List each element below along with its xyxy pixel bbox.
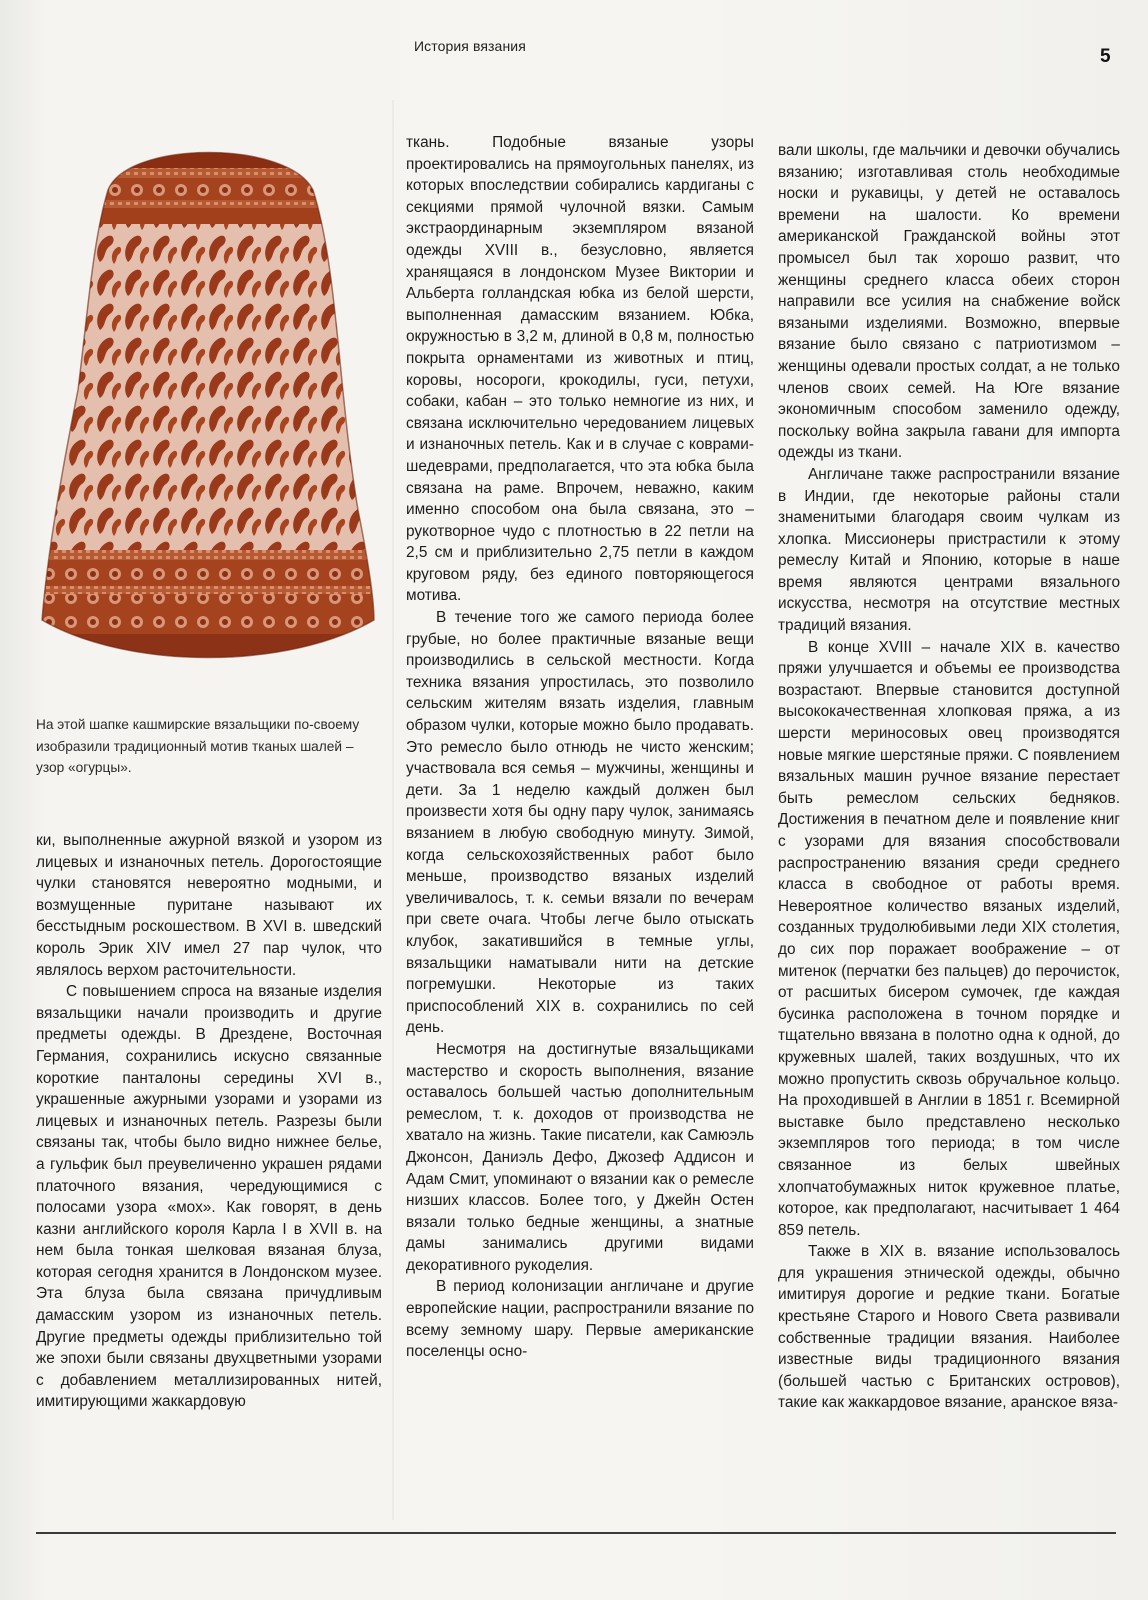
knitted-hat-illustration — [38, 130, 388, 680]
text-column-middle — [406, 132, 754, 1363]
text-column-right — [778, 140, 1120, 1414]
paragraph: Также в XIX в. вязание использовалось для украшения этнической одежды, обычно имитируя дорогие и редкие ткани. Богатые крестьяне Старого и Нового Света развивали собственные традиции вязания. Наиболее известные виды традиционного вязания (большей частью с Британских островов), такие как жаккардовое вязание, аранское вяза- — [778, 1243, 1120, 1412]
paragraph: В период колонизации англичане и другие европейские нации, распространили вязание по всему земному шару. Первые американские поселенцы осно- — [406, 1278, 754, 1361]
figure-caption: На этой шапке кашмирские вязальщики по-своему изобразили традиционный мотив тканых шалей – узор «огурцы». — [36, 717, 360, 775]
paragraph: ткань. Подобные вязаные узоры проектировались на прямоугольных панелях, из которых впоследствии собирались кардиганы с секциями прямой чулочной вязки. Самым экстраординарным экземпляром вязаной одежды XVIII в., безусловно, является хранящаяся в лондонском Музее Виктории и Альберта голландская юбка из белой шерсти, выполненная дамасским вязанием. Юбка, окружностью в 3,2 м, длиной в 0,8 м, полностью покрыта орнаментами из животных и птиц, коровы, носороги, крокодилы, гуси, петухи, собаки, кабан – это только немногие из них, и связана исключительно чередованием лицевых и изнаночных петель. Как и в случае с коврами-шедеврами, предполагается, что эта юбка была связана на раме. Впрочем, неважно, каким именно способом она была связана, это – рукотворное чудо с плотностью в 22 петли на 2,5 см и приблизительно 2,75 петли в каждом круговом ряду, без единого повторяющегося мотива. — [406, 134, 754, 605]
paragraph: вали школы, где мальчики и девочки обучались вязанию; изготавливая столь необходимые носки и рукавицы, у детей не оставалось времени на шалости. Ко времени американской Гражданской войны этот промысел был так хорошо развит, что женщины среднего класса обеих сторон направили все усилия на снабжение войск вязаными изделиями. Возможно, впервые вязание было связано с патриотизмом – женщины одевали простых солдат, а не только членов своих семей. На Юге вязание экономичным способом заменило одежду, поскольку война закрыла гавани для импорта одежды из ткани. — [778, 142, 1120, 462]
footer-rule — [36, 1532, 1116, 1534]
running-title: История вязания — [414, 38, 526, 54]
paragraph: ки, выполненные ажурной вязкой и узором из лицевых и изнаночных петель. Дорогостоящие чулки становятся невероятно модными, и возмущенные пуритане называют их бесстыдным роскошеством. В XVI в. шведский король Эрик XIV имел 27 пар чулок, что являлось верхом расточительности. — [36, 832, 382, 979]
paragraph: Несмотря на достигнутые вязальщиками мастерство и скорость выполнения, вязание оставалось большей частью дополнительным ремеслом, т. к. доходов от производства не хватало на жизнь. Такие писатели, как Самюэль Джонсон, Даниэль Дефо, Джозеф Аддисон и Адам Смит, упоминают о вязании как о ремесле низших классов. Более того, у Джейн Остен вязали только бедные женщины, а знатные дамы занимались другими видами декоративного рукоделия. — [406, 1040, 754, 1274]
page-number: 5 — [1100, 46, 1111, 67]
paragraph: В течение того же самого периода более грубые, но более практичные вязаные вещи производились в сельской местности. Когда техника вязания упростилась, это позволило сельским жителям вязать изделия, главным образом чулки, которые можно было продавать. Это ремесло было отнюдь не чисто женским; участвовала вся семья – мужчины, женщины и дети. За 1 неделю каждый должен был произвести хотя бы одну пару чулок, занимаясь вязанием в любую свободную минуту. Зимой, когда сельскохозяйственных работ было меньше, производство вязаных изделий увеличивалось, т. к. семьи вязали по вечерам при свете очага. Чтобы легче было отыскать клубок, закатившийся в темные углы, вязальщики наматывали нити на детские погремушки. Некоторые из таких приспособлений XIX в. сохранились по сей день. — [406, 609, 754, 1037]
column-gutter — [392, 100, 394, 1520]
paragraph: С повышением спроса на вязаные изделия вязальщики начали производить и другие предметы одежды. В Дрездене, Восточная Германия, сохранились искусно связанные короткие панталоны середины XVI в., украшенные ажурными узорами и узорами из лицевых и изнаночных петель. Разрезы были связаны так, чтобы было видно нижнее белье, а гульфик был преувеличенно украшен рядами платочного вязания, чередующимися с полосами узора «мох». Как говорят, в день казни английского короля Карла I в XVII в. на нем была тонкая шелковая вязаная блуза, которая сегодня хранится в Лондонском музее. Эта блуза была связана причудливым дамасским узором из изнаночных петель. Другие предметы одежды приблизительно той же эпохи были связаны двухцветными узорами с добавлением металлизированных нитей, имитирующими жаккардовую — [36, 983, 382, 1411]
text-column-left — [36, 830, 382, 1413]
paragraph: Англичане также распространили вязание в Индии, где некоторые районы стали знаменитыми благодаря своим чулкам из хлопка. Миссионеры пристрастили к этому ремеслу Китай и Японию, которые в наше время являются центрами вязального искусства, несмотря на отсутствие местных традиций вязания. — [778, 465, 1120, 635]
paragraph: В конце XVIII – начале XIX в. качество пряжи улучшается и объемы ее производства возрастают. Впервые становится доступной высококачественная хлопковая пряжа, а из шерсти мериносовых овец производятся новые мягкие шерстяные пряжи. С появлением вязальных машин ручное вязание перестает быть ремеслом сельских бедняков. Достижения в печатном деле и появление книг с узорами для вязания способствовали распространению вязания среди среднего класса в свободное от работы время. Невероятное количество вязаных изделий, созданных трудолюбивыми леди XIX столетия, до сих пор поражает воображение – от митенок (перчатки без пальцев) до перочисток, от расшитых бисером сумочек, где каждая бусинка расположена в точном порядке и тщательно ввязана в полотно одна к одной, до кружевных шалей, таких воздушных, что их можно пропустить сквозь обручальное кольцо. На проходившей в Англии в 1851 г. Всемирной выставке было представлено несколько экземпляров того периода; в том числе связанное из белых швейных хлопчатобумажных ниток кружевное платье, которое, как предполагают, насчитывает 1 464 859 петель. — [778, 638, 1120, 1239]
